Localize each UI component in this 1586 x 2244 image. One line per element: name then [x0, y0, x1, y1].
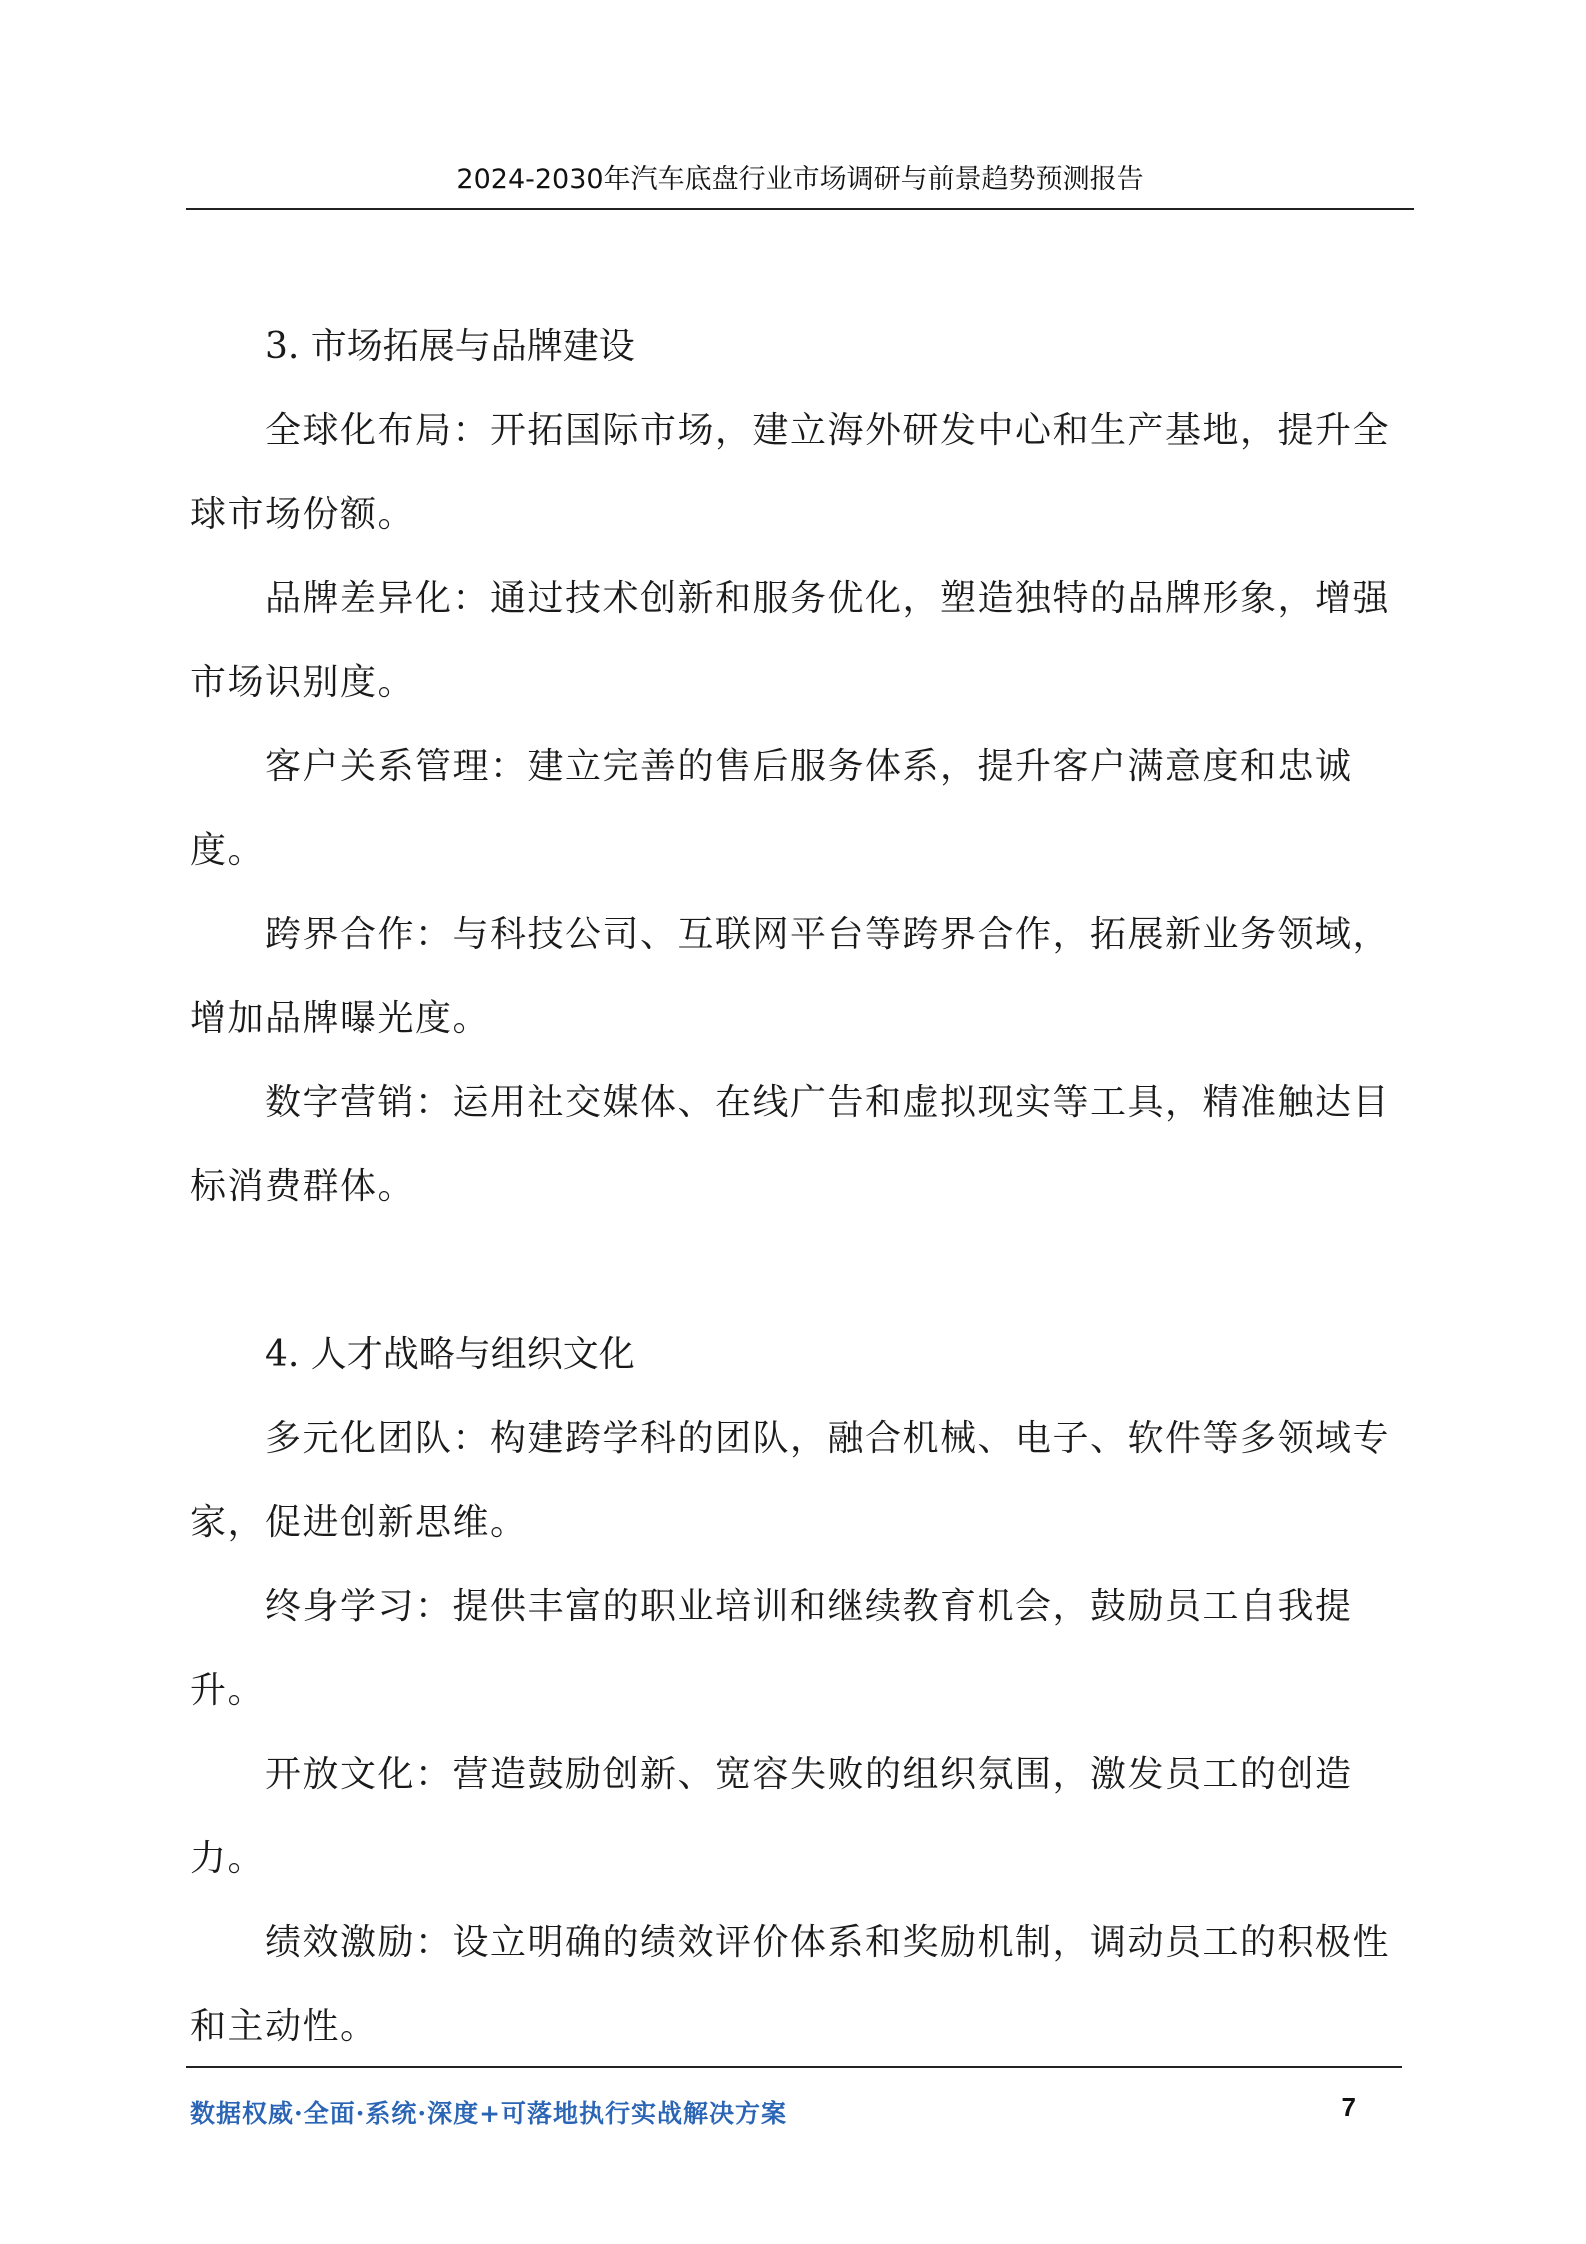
paragraph-cross-industry-cooperation: 跨界合作：与科技公司、互联网平台等跨界合作，拓展新业务领域，增加品牌曝光度。: [190, 914, 1391, 1039]
paragraph-brand-differentiation: 品牌差异化：通过技术创新和服务优化，塑造独特的品牌形象，增强市场识别度。: [190, 578, 1391, 703]
page-number: 7: [1341, 2092, 1356, 2122]
paragraph-open-culture: 开放文化：营造鼓励创新、宽容失败的组织氛围，激发员工的创造力。: [190, 1754, 1353, 1879]
paragraph-lifelong-learning: 终身学习：提供丰富的职业培训和继续教育机会，鼓励员工自我提升。: [190, 1586, 1353, 1711]
page-header: [186, 160, 1414, 210]
paragraph-global-layout: 全球化布局：开拓国际市场，建立海外研发中心和生产基地，提升全球市场份额。: [190, 410, 1391, 535]
section-talent-strategy: [190, 1313, 1400, 2069]
paragraph-digital-marketing: 数字营销：运用社交媒体、在线广告和虚拟现实等工具，精准触达目标消费群体。: [190, 1082, 1391, 1207]
paragraph-performance-incentive: 绩效激励：设立明确的绩效评价体系和奖励机制，调动员工的积极性和主动性。: [190, 1922, 1391, 2047]
paragraph-diverse-team: 多元化团队：构建跨学科的团队，融合机械、电子、软件等多领域专家，促进创新思维。: [190, 1418, 1391, 1543]
footer-slogan: 数据权威·全面·系统·深度+可落地执行实战解决方案: [190, 2099, 788, 2128]
paragraph-customer-relations: 客户关系管理：建立完善的售后服务体系，提升客户满意度和忠诚度。: [190, 746, 1353, 871]
section-heading: 4. 人才战略与组织文化: [265, 1334, 635, 1375]
document-body: [190, 305, 1400, 2069]
section-heading: 3. 市场拓展与品牌建设: [265, 326, 635, 367]
section-market-expansion: [190, 305, 1400, 1229]
page-footer: [186, 2066, 1402, 2128]
report-title: 2024-2030年汽车底盘行业市场调研与前景趋势预测报告: [456, 164, 1144, 195]
